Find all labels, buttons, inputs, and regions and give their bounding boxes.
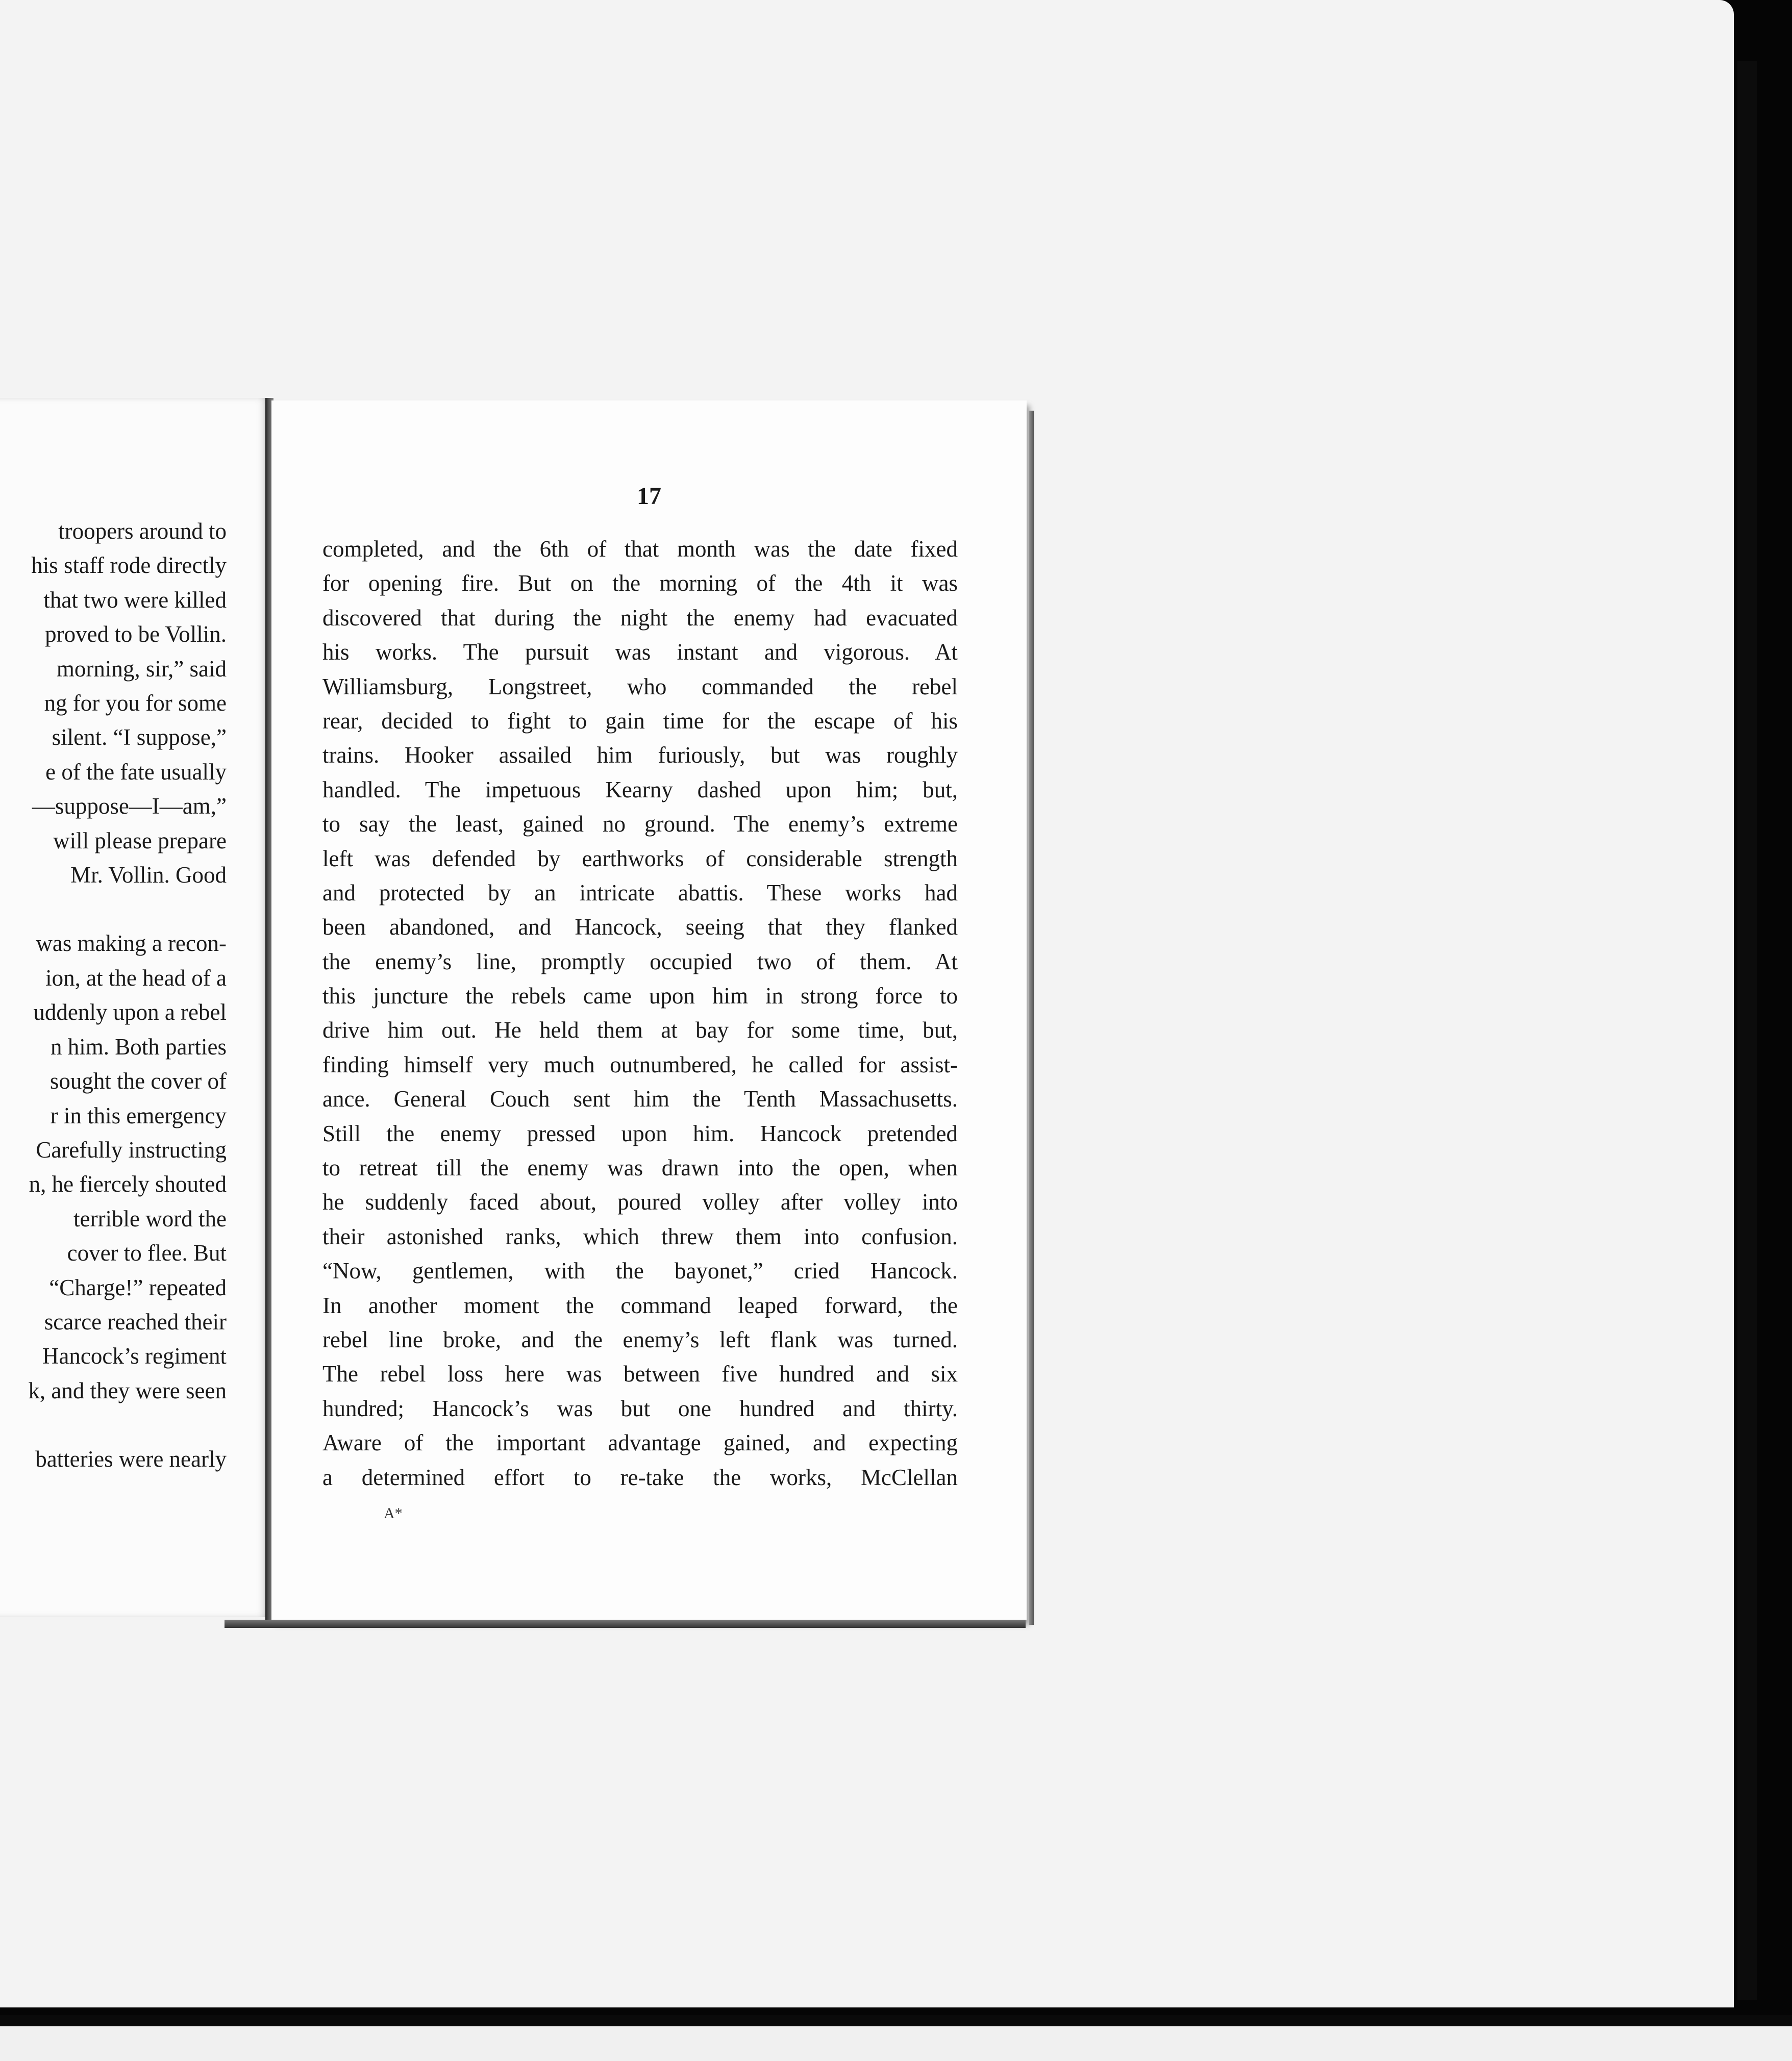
page-bottom-edge: [225, 1620, 1026, 1628]
right-text-line: In another moment the command leaped forward, the: [322, 1292, 958, 1318]
right-text-line: been abandoned, and Hancock, seeing that they flanked: [322, 914, 958, 940]
left-text-line: will please prepare: [53, 827, 227, 853]
left-page-text: [0, 514, 227, 1477]
right-text-line: to say the least, gained no ground. The enemy’s extreme: [322, 811, 958, 837]
left-text-line: Carefully instructing: [36, 1137, 227, 1163]
right-text-line: and protected by an intricate abattis. These works had: [322, 879, 958, 906]
left-text-line: ng for you for some: [44, 690, 227, 716]
right-text-line: their astonished ranks, which threw them into confusion.: [322, 1223, 958, 1249]
left-text-line: uddenly upon a rebel: [33, 999, 227, 1025]
left-text-line: cover to flee. But: [67, 1240, 227, 1266]
left-text-line: his staff rode directly: [31, 552, 227, 579]
left-page: [0, 398, 269, 1617]
left-text-line: sought the cover of: [49, 1068, 227, 1094]
left-text-line: proved to be Vollin.: [45, 621, 227, 647]
left-text-line: Mr. Vollin. Good: [70, 862, 227, 888]
left-text-line: was making a recon-: [36, 931, 227, 957]
scan-bottom-strip: [0, 2015, 1792, 2061]
left-text-line: ion, at the head of a: [45, 965, 227, 991]
right-text-line: Aware of the important advantage gained, and expecting: [322, 1430, 958, 1456]
right-text-line: he suddenly faced about, poured volley after volley into: [322, 1189, 958, 1215]
right-text-line: completed, and the 6th of that month was the date fixed: [322, 536, 958, 562]
right-text-line: to retreat till the enemy was drawn into the open, when: [322, 1155, 958, 1181]
right-text-line: The rebel loss here was between five hundred and six: [322, 1361, 958, 1387]
left-text-line: [0, 1408, 227, 1442]
left-text-line: scarce reached their: [44, 1309, 227, 1335]
left-text-line: that two were killed: [43, 587, 227, 613]
right-text-line: left was defended by earthworks of considerable strength: [322, 845, 958, 871]
page-number: 17: [637, 483, 661, 510]
signature-mark: A*: [384, 1505, 403, 1522]
right-page: [271, 400, 1027, 1620]
right-text-line: handled. The impetuous Kearny dashed upon him; but,: [322, 776, 958, 802]
right-text-line: Still the enemy pressed upon him. Hancock pretended: [322, 1120, 958, 1146]
left-text-line: e of the fate usually: [45, 759, 227, 785]
right-text-line: drive him out. He held them at bay for some time, but,: [322, 1017, 958, 1043]
scan-border-right: [1737, 61, 1757, 2000]
right-text-line: his works. The pursuit was instant and vigorous. At: [322, 639, 958, 665]
left-text-line: n him. Both parties: [51, 1034, 227, 1060]
left-text-line: troopers around to: [58, 518, 227, 544]
right-text-line: for opening fire. But on the morning of the 4th it was: [322, 570, 958, 596]
right-text-line: this juncture the rebels came upon him in strong force to: [322, 983, 958, 1009]
right-text-line: the enemy’s line, promptly occupied two of them. At: [322, 948, 958, 974]
left-text-line: r in this emergency: [50, 1102, 227, 1128]
right-text-line: finding himself very much outnumbered, he called for assist-: [322, 1051, 958, 1077]
right-text-line: ance. General Couch sent him the Tenth Massachusetts.: [322, 1086, 958, 1112]
left-text-line: Hancock’s regiment: [42, 1343, 227, 1369]
right-text-line: rear, decided to fight to gain time for the escape of his: [322, 708, 958, 734]
left-text-line: “Charge!” repeated: [49, 1274, 227, 1300]
left-text-line: —suppose—I—am,”: [32, 793, 227, 819]
left-text-line: batteries were nearly: [35, 1446, 227, 1472]
scan-border-bottom: [0, 2015, 1792, 2026]
left-text-line: k, and they were seen: [28, 1377, 227, 1403]
left-text-line: n, he fiercely shouted: [29, 1171, 227, 1197]
right-text-line: trains. Hooker assailed him furiously, but was roughly: [322, 742, 958, 768]
left-text-line: silent. “I suppose,”: [52, 724, 227, 750]
left-text-line: terrible word the: [73, 1205, 227, 1231]
right-text-line: Williamsburg, Longstreet, who commanded the rebel: [322, 673, 958, 699]
right-text-line: rebel line broke, and the enemy’s left flank was turned.: [322, 1326, 958, 1352]
right-text-line: hundred; Hancock’s was but one hundred and thirty.: [322, 1395, 958, 1421]
right-text-line: discovered that during the night the enemy had evacuated: [322, 605, 958, 631]
right-text-line: a determined effort to re-take the works, McClellan: [322, 1464, 958, 1490]
left-text-line: morning, sir,” said: [56, 656, 227, 682]
right-page-text: [322, 532, 958, 1495]
left-text-line: [0, 892, 227, 926]
right-text-line: “Now, gentlemen, with the bayonet,” cried Hancock.: [322, 1258, 958, 1284]
